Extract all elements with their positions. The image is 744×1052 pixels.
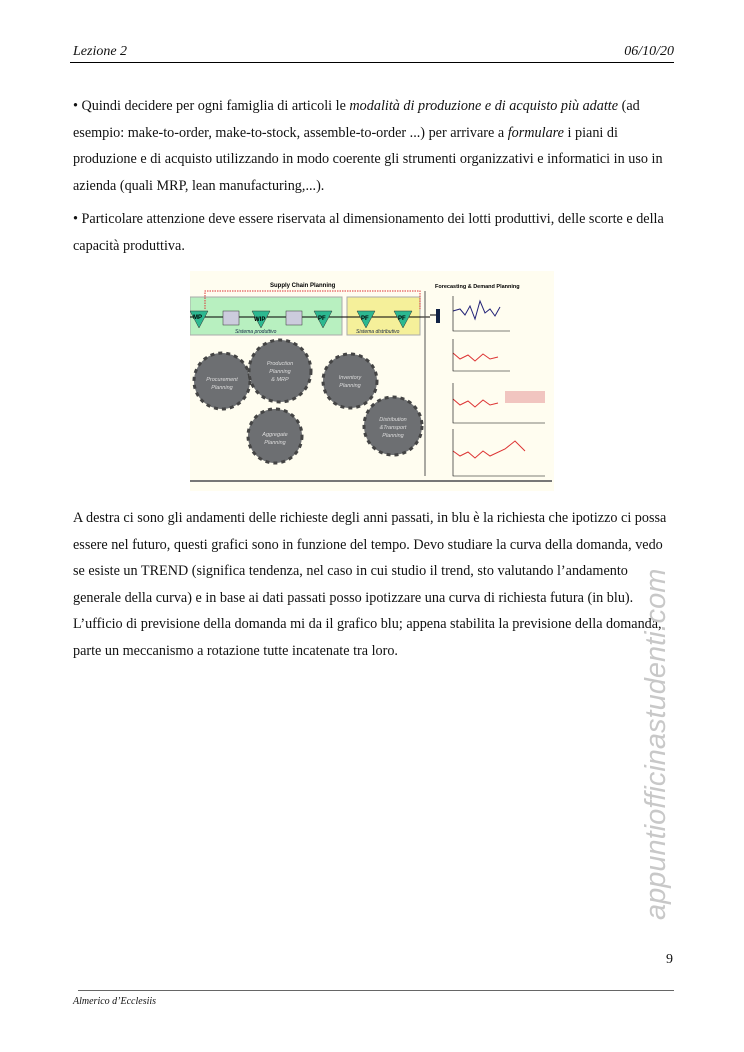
- label-pf: PF: [361, 316, 369, 322]
- gear-label: Planning: [264, 440, 286, 446]
- gear-label: Planning: [211, 385, 233, 391]
- emphasis: modalità di produzione e di acquisto più adatte: [349, 98, 619, 114]
- gear-label: Planning: [269, 369, 291, 375]
- label-wip: WIP: [254, 317, 266, 323]
- header-title: Lezione 2: [73, 44, 128, 59]
- fig-title-scp: Supply Chain Planning: [270, 283, 336, 289]
- page-number: 9: [666, 952, 673, 967]
- emphasis: formulare: [507, 124, 564, 141]
- gear-label: Inventory: [338, 375, 362, 381]
- gear-label: Production: [266, 361, 294, 367]
- label-pf: PF: [398, 316, 406, 322]
- gear-label: Aggregate: [262, 432, 288, 438]
- text: (ad esempio: make-to-order, make-to-stock, assemble-to-order ...) per arrivare a: [73, 98, 640, 141]
- fig-title-fdp: Forecasting & Demand Planning: [435, 284, 520, 290]
- gear-label: Distribution: [379, 417, 407, 423]
- header-date: 06/10/20: [624, 44, 674, 59]
- label-sistema-produttivo: Sistema produttivo: [235, 329, 277, 335]
- text: i piani di produzione e di acquisto utilizzando in modo coerente gli strumenti organizzativi e informatici in uso in azienda (quali MRP, lean manufacturing,...).: [73, 124, 663, 194]
- gear-label: &Transport: [379, 425, 407, 431]
- gear-label: & MRP: [271, 377, 289, 383]
- header-rule: [70, 62, 674, 63]
- watermark: appuntiofficinastudenti.com: [640, 568, 672, 920]
- gear-label: Procurement: [206, 377, 238, 383]
- label-pf: PF: [318, 316, 326, 322]
- gear-label: Planning: [382, 433, 404, 439]
- label-mp: MP: [193, 315, 202, 321]
- paragraph-2: • Particolare attenzione deve essere riservata al dimensionamento dei lotti produttivi, delle scorte e della capacità produttiva.: [73, 211, 664, 254]
- paragraph-1: [73, 93, 673, 199]
- supply-chain-figure: [190, 271, 554, 491]
- paragraph-3: A destra ci sono gli andamenti delle richieste degli anni passati, in blu è la richiesta che ipotizzo ci possa essere nel futuro, questi grafici sono in funzione del tempo. Devo studiare la curva della domanda, vedo se esiste un TREND (significa tendenza, nel caso in cui studio il trend, sto valutando l’andamento generale della curva) e in base ai dati passati posso ipotizzare una curva di richiesta futura (in blu). L’ufficio di previsione della domanda mi da il grafico blu; appena stabilita la previsione della domanda, parte un meccanismo a rotazione tutte incatenate tra loro.: [73, 510, 667, 659]
- footer-rule: [78, 990, 674, 991]
- label-sistema-distributivo: Sistema distributivo: [356, 329, 400, 335]
- text: • Quindi decidere per ogni famiglia di articoli le: [73, 98, 350, 114]
- footer-author: Almerico d’Ecclesiis: [73, 996, 157, 1007]
- gear-label: Planning: [339, 383, 361, 389]
